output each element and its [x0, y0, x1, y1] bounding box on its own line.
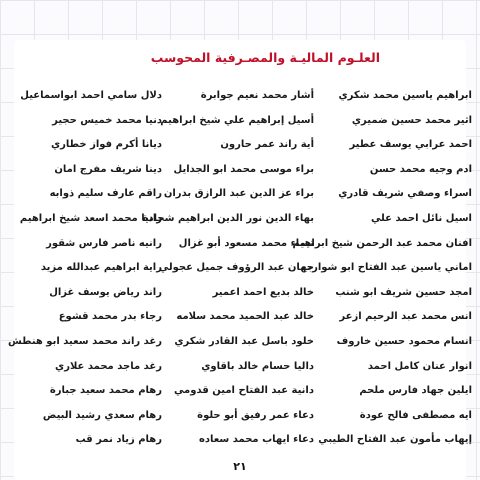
name-entry: تيماء محمد مسعود أبو غزال — [178, 237, 314, 249]
name-entry: راقم عارف سليم ذوابه — [49, 188, 162, 200]
name-entry: افنان محمد عبد الرحمن شيخ ابراهيم — [292, 237, 472, 249]
name-entry: رانيه ناصر فارس شقور — [46, 237, 162, 249]
name-entry: رغد ماجد محمد علاري — [55, 360, 162, 372]
names-column-middle — [142, 88, 314, 457]
name-entry: دعاء عمر رفيق أبو حلوة — [197, 409, 314, 421]
name-entry: ايلين جهاد فارس ملحم — [359, 385, 472, 397]
name-entry: دعاء ايهاب محمد سعاده — [198, 434, 314, 446]
name-entry: خالد عبد الحميد محمد سلامه — [176, 311, 314, 323]
name-entry: ابراهيم ياسين محمد شكري — [338, 90, 472, 101]
name-entry: براء موسى محمد ابو الجدايل — [173, 163, 314, 175]
name-entry: أية راند عمر حارون — [220, 139, 314, 151]
name-entry: انس محمد عبد الرحيم ازعر — [339, 311, 472, 323]
names-column-left — [7, 88, 162, 457]
name-entry: رانيا محمد اسعد شيخ ابراهيم — [19, 212, 162, 224]
name-entry: انوار عنان كامل احمد — [367, 360, 472, 372]
name-entry: ادم وجيه محمد حسن — [369, 163, 472, 175]
name-entry: أشار محمد نعيم جوابرة — [200, 90, 314, 101]
name-entry: إيهاب مأمون عبد الفتاح الطيبي — [318, 434, 472, 446]
names-column-right — [292, 88, 472, 457]
name-entry: امجد حسين شريف ابو شنب — [335, 286, 472, 298]
name-entry: خالد بديع احمد اعمير — [212, 286, 314, 298]
name-entry: دانية عبد الفتاح امين قدومي — [173, 385, 314, 397]
name-entry: انسام محمود حسين خاروف — [336, 335, 472, 347]
name-entry: براء عز الدين عبد الرازق بدران — [163, 188, 314, 200]
name-entry: راية ابراهيم عبدالله مزيد — [40, 262, 162, 274]
name-entry: ديانا أكرم فواز خطاري — [50, 139, 162, 151]
name-entry: احمد عرابي يوسف عطير — [349, 139, 472, 151]
name-entry: اسيل نائل احمد علي — [370, 212, 472, 224]
name-entry: أسيل إبراهيم علي شيخ ابراهيم — [160, 114, 314, 126]
page-number: ٢١ — [233, 460, 247, 473]
name-entry: اسراء وصفي شريف قادري — [338, 188, 472, 200]
name-entry: بهاء الدين نور الدين ابراهيم شحادة — [142, 212, 314, 224]
name-entry: دنيا محمد خميس حجير — [52, 114, 162, 126]
name-entry: دلال سامي احمد ابواسماعيل — [20, 90, 162, 101]
name-entry: جهان عبد الرؤوف جميل عجولي — [158, 262, 314, 274]
name-entry: خلود باسل عبد القادر شكري — [174, 335, 314, 347]
name-entry: رهام محمد سعيد جبارة — [49, 385, 162, 397]
name-entry: داليا حسام خالد باقاوي — [201, 360, 314, 372]
name-entry: رغد راند محمد سعيد ابو هنطش — [7, 335, 162, 347]
name-entry: رهام زياد نمر قب — [75, 434, 162, 446]
name-entry: دينا شريف مفرج امان — [54, 163, 162, 175]
name-entry: رجاء بدر محمد قشوع — [58, 311, 162, 323]
name-entry: رهام سعدي رشيد البيض — [42, 409, 162, 421]
name-entry: اثير محمد حسين ضميري — [351, 114, 472, 126]
section-title: العلـوم الماليـة والمصـرفية المحوسب — [150, 50, 380, 65]
name-entry: راند رياض يوسف غزال — [49, 286, 162, 298]
name-entry: اماني ياسين عبد الفتاح ابو شوارب — [302, 262, 472, 274]
name-entry: ايه مصطفى فالح عودة — [359, 409, 472, 421]
